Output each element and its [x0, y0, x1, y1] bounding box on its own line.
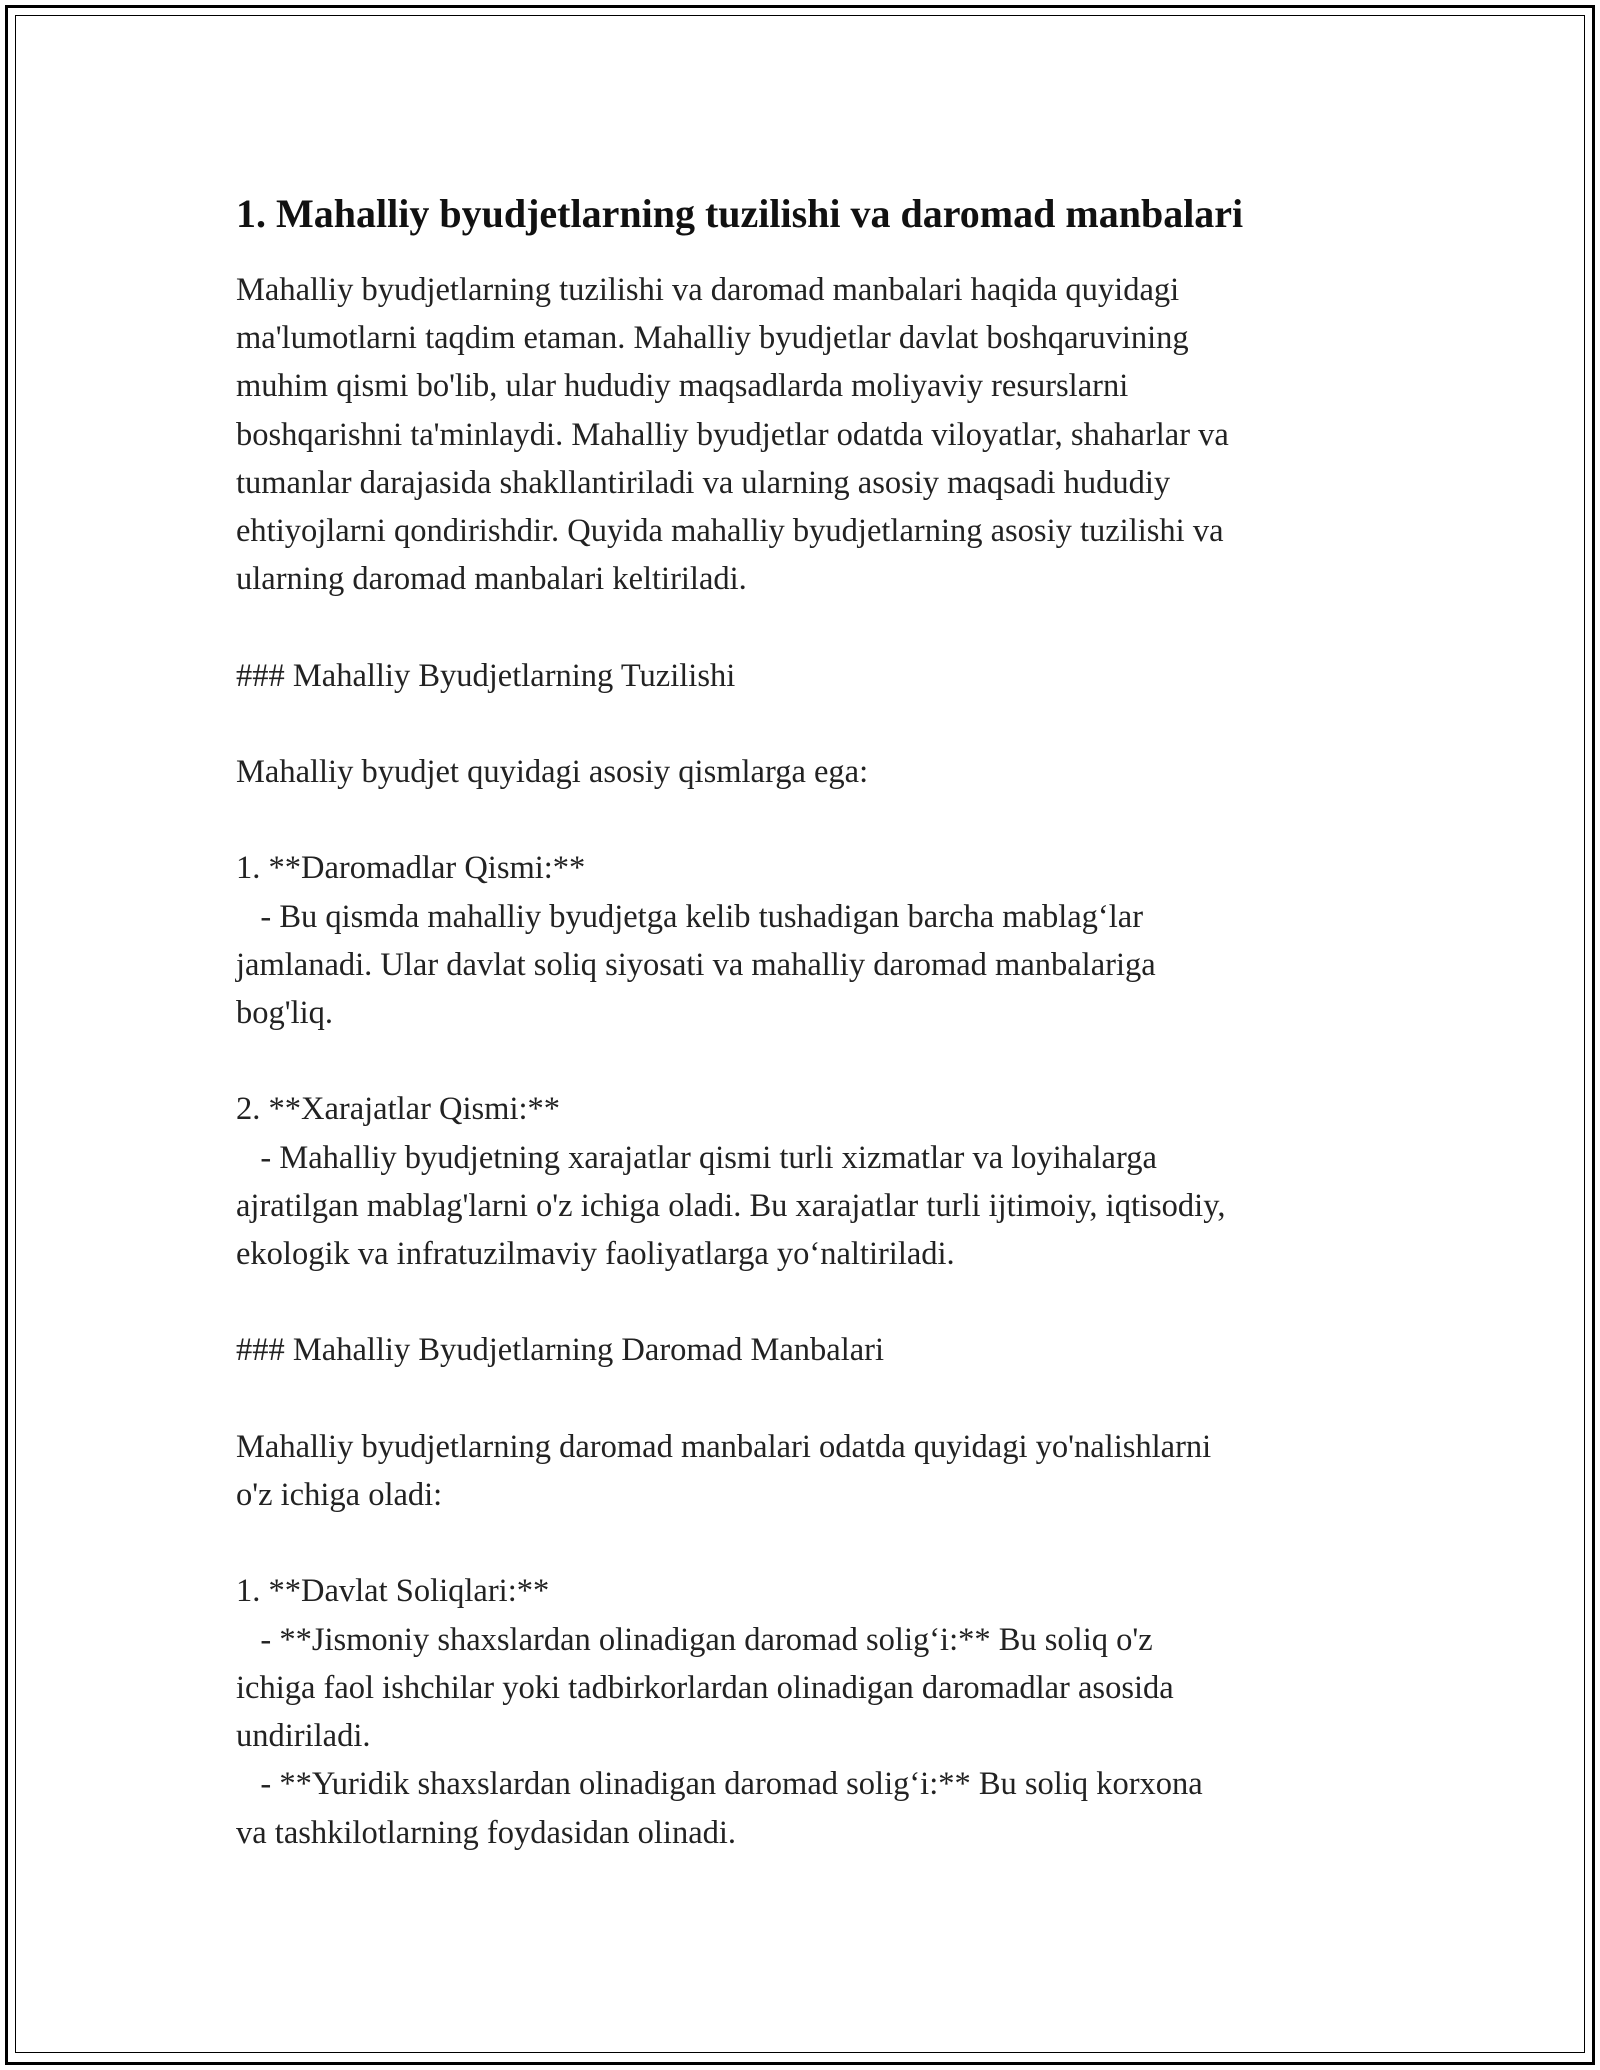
list-item-income: 1. **Daromadlar Qismi:** - Bu qismda mahalliy byudjetga kelib tushadigan barcha mablag‘lar jamlanadi. Ular davlat soliq siyosati va mahalliy daromad manbalariga bog'liq.: [236, 850, 1156, 1032]
list-item-state-taxes: 1. **Davlat Soliqlari:** - **Jismoniy shaxslardan olinadigan daromad solig‘i:** Bu soliq o'z ichiga faol ishchilar yoki tadbirkorlardan olinadigan daromadlar asosida undiriladi. - **Yuridik shaxslardan olinadigan daromad solig‘i:** Bu soliq korxona va tashkilotlarning foydasidan olinadi.: [236, 1573, 1203, 1851]
blank-line: [236, 1037, 1366, 1085]
blank-line: [236, 796, 1366, 844]
document-body: [236, 182, 1366, 1857]
blank-line: [236, 1278, 1366, 1326]
intro-paragraph: Mahalliy byudjetlarning tuzilishi va daromad manbalari haqida quyidagi ma'lumotlarni taqdim etaman. Mahalliy byudjetlar davlat boshqaruvining muhim qismi bo'lib, ular hududiy maqsadlarda moliyaviy resurslarni boshqarishni ta'minlaydi. Mahalliy byudjetlar odatda viloyatlar, shaharlar va tumanlar darajasida shakllantiriladi va ularning asosiy maqsadi hududiy ehtiyojlarni qondirishdir. Quyida mahalliy byudjetlarning asosiy tuzilishi va ularning daromad manbalari keltiriladi.: [236, 272, 1229, 598]
sources-intro-paragraph: Mahalliy byudjetlarning daromad manbalari odatda quyidagi yo'nalishlarni o'z ichiga oladi:: [236, 1428, 1212, 1514]
section-heading-structure: ### Mahalliy Byudjetlarning Tuzilishi: [236, 657, 736, 694]
blank-line: [236, 1519, 1366, 1567]
blank-line: [236, 603, 1366, 651]
document-title: 1. Mahalliy byudjetlarning tuzilishi va daromad manbalari: [236, 191, 1244, 236]
section-heading-sources: ### Mahalliy Byudjetlarning Daromad Manbalari: [236, 1332, 885, 1369]
list-item-expenses: 2. **Xarajatlar Qismi:** - Mahalliy byudjetning xarajatlar qismi turli xizmatlar va loyihalarga ajratilgan mablag'larni o'z ichiga oladi. Bu xarajatlar turli ijtimoiy, iqtisodiy, ekologik va infratuzilmaviy faoliyatlarga yo‘naltiriladi.: [236, 1091, 1226, 1273]
blank-line: [236, 700, 1366, 748]
structure-intro-paragraph: Mahalliy byudjet quyidagi asosiy qismlarga ega:: [236, 754, 869, 791]
blank-line: [236, 1375, 1366, 1423]
